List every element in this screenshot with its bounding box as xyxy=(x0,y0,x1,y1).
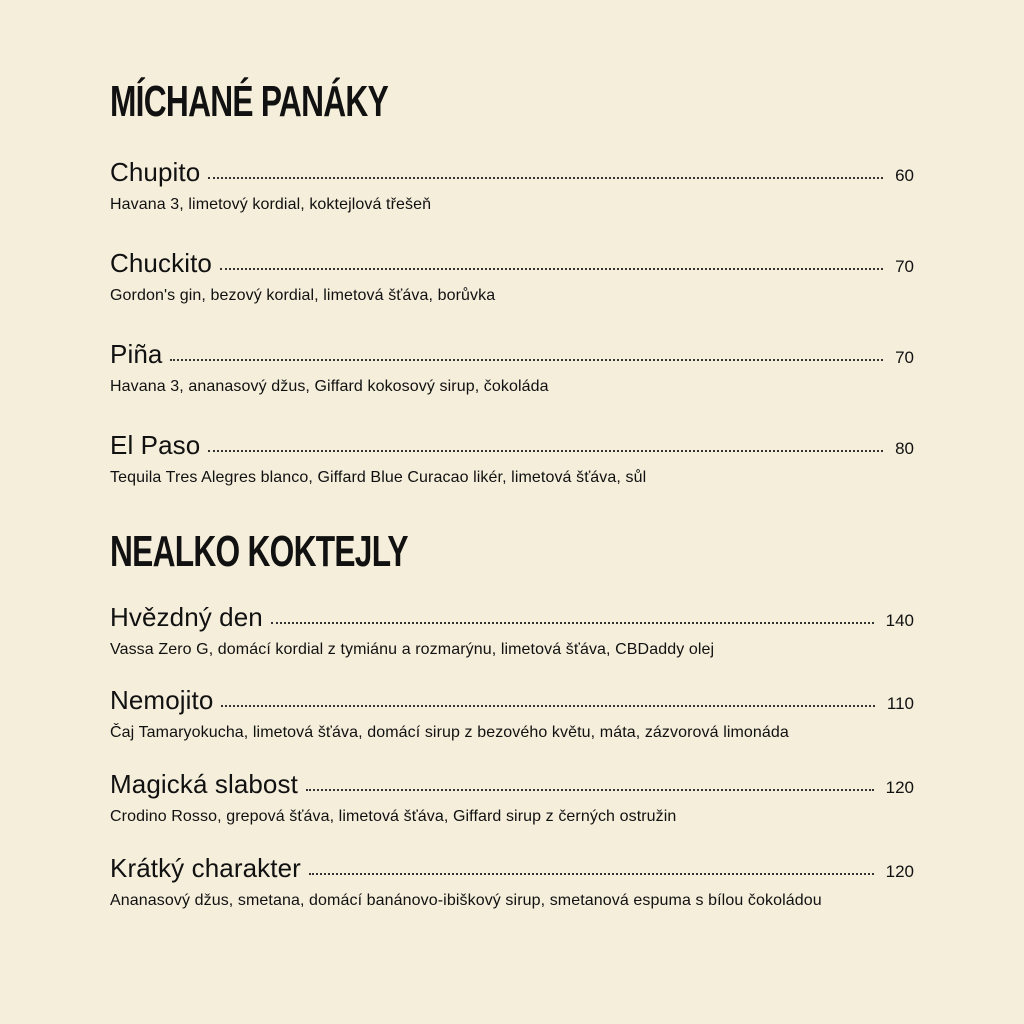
item-name: Chupito xyxy=(110,157,201,187)
menu-item-pina xyxy=(110,337,914,397)
item-price: 110 xyxy=(886,694,914,713)
dot-leader xyxy=(208,177,883,179)
item-name: Nemojito xyxy=(110,685,214,715)
item-price: 80 xyxy=(895,439,914,458)
dot-leader xyxy=(208,450,883,452)
menu-item-hvezdny-den xyxy=(110,600,914,660)
item-name: Krátký charakter xyxy=(110,853,301,883)
item-name: Magická slabost xyxy=(110,769,298,799)
item-description: Havana 3, ananasový džus, Giffard kokosový sirup, čokoláda xyxy=(110,378,549,395)
item-row xyxy=(110,767,914,801)
item-description: Havana 3, limetový kordial, koktejlová třešeň xyxy=(110,196,432,213)
item-row xyxy=(110,337,914,371)
dot-leader xyxy=(170,359,883,361)
item-description: Čaj Tamaryokucha, limetová šťáva, domácí sirup z bezového květu, máta, zázvorová limonáda xyxy=(110,724,789,741)
item-price: 70 xyxy=(895,257,914,276)
item-description: Vassa Zero G, domácí kordial z tymiánu a rozmarýnu, limetová šťáva, CBDaddy olej xyxy=(110,641,715,658)
item-row xyxy=(110,428,914,462)
menu-item-el-paso xyxy=(110,428,914,488)
dot-leader xyxy=(306,789,874,791)
dot-leader xyxy=(220,268,883,270)
menu-item-nemojito xyxy=(110,683,914,743)
item-price: 120 xyxy=(885,862,914,881)
section-title: NEALKO KOKTEJLY xyxy=(110,527,408,576)
item-row xyxy=(110,683,914,717)
item-row xyxy=(110,851,914,885)
item-description: Ananasový džus, smetana, domácí banánovo-ibiškový sirup, smetanová espuma s bílou čokoládou xyxy=(110,892,822,909)
item-row xyxy=(110,600,914,634)
section-mixed-shots xyxy=(110,77,914,126)
item-name: Chuckito xyxy=(110,248,212,278)
menu-item-chupito xyxy=(110,155,914,215)
item-price: 120 xyxy=(885,778,914,797)
dot-leader xyxy=(221,705,874,707)
menu-item-magicka-slabost xyxy=(110,767,914,827)
item-price: 70 xyxy=(895,348,914,367)
menu-item-kratky-charakter xyxy=(110,851,914,911)
item-description: Crodino Rosso, grepová šťáva, limetová šťáva, Giffard sirup z černých ostružin xyxy=(110,808,677,825)
menu-item-chuckito xyxy=(110,246,914,306)
item-price: 140 xyxy=(885,611,914,630)
item-name: Hvězdný den xyxy=(110,602,263,632)
dot-leader xyxy=(271,622,874,624)
item-row xyxy=(110,246,914,280)
dot-leader xyxy=(309,873,874,875)
item-name: Piña xyxy=(110,339,163,369)
item-name: El Paso xyxy=(110,430,201,460)
item-description: Tequila Tres Alegres blanco, Giffard Blue Curacao likér, limetová šťáva, sůl xyxy=(110,469,647,486)
section-non-alcoholic xyxy=(110,527,914,576)
item-description: Gordon's gin, bezový kordial, limetová šťáva, borůvka xyxy=(110,287,496,304)
section-title: MÍCHANÉ PANÁKY xyxy=(110,77,388,126)
item-price: 60 xyxy=(895,166,914,185)
item-row xyxy=(110,155,914,189)
